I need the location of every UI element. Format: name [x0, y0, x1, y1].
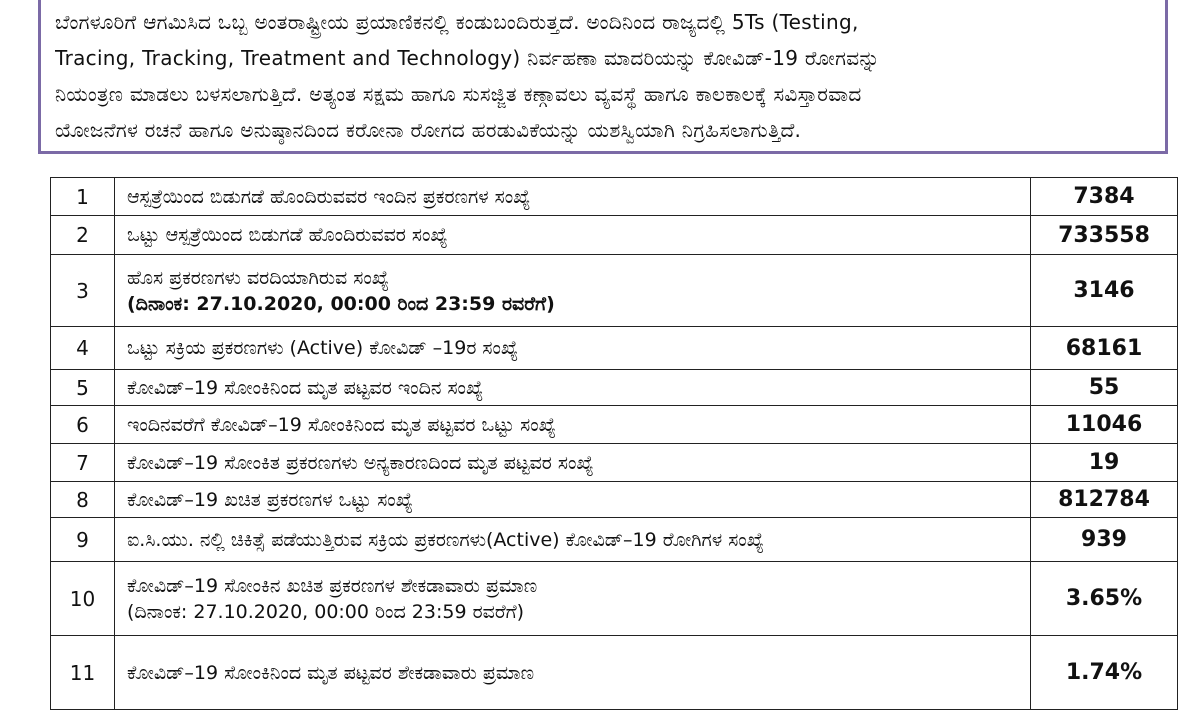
row-value: 11046 — [1031, 406, 1178, 444]
row-value: 939 — [1031, 518, 1178, 562]
row-number: 4 — [51, 327, 115, 370]
row-description: ಕೋವಿಡ್–19 ಸೋಂಕಿನಿಂದ ಮೃತ ಪಟ್ಟವರ ಇಂದಿನ ಸಂಖ್ಯೆ — [115, 370, 1031, 406]
row-description: ಕೋವಿಡ್–19 ಸೋಂಕಿನ ಖಚಿತ ಪ್ರಕರಣಗಳ ಶೇಕಡಾವಾರು ಪ್ರಮಾಣ (ದಿನಾಂಕ: 27.10.2020, 00:00 ರಿಂದ 23:59 ರವರೆಗೆ) — [115, 562, 1031, 636]
row-description: ಇಂದಿನವರೆಗೆ ಕೋವಿಡ್–19 ಸೋಂಕಿನಿಂದ ಮೃತ ಪಟ್ಟವರ ಒಟ್ಟು ಸಂಖ್ಯೆ — [115, 406, 1031, 444]
row-value: 1.74% — [1031, 636, 1178, 710]
row-value: 3.65% — [1031, 562, 1178, 636]
row-description: ಕೋವಿಡ್–19 ಖಚಿತ ಪ್ರಕರಣಗಳ ಒಟ್ಟು ಸಂಖ್ಯೆ — [115, 482, 1031, 518]
row-number: 8 — [51, 482, 115, 518]
row-number: 5 — [51, 370, 115, 406]
table-row — [51, 406, 1178, 444]
table-row — [51, 562, 1178, 636]
table-row — [51, 255, 1178, 327]
row-value: 733558 — [1031, 216, 1178, 255]
intro-paragraph-box — [38, 0, 1168, 154]
table-row — [51, 370, 1178, 406]
row-number: 11 — [51, 636, 115, 710]
row-description: ಹೊಸ ಪ್ರಕರಣಗಳು ವರದಿಯಾಗಿರುವ ಸಂಖ್ಯೆ (ದಿನಾಂಕ: 27.10.2020, 00:00 ರಿಂದ 23:59 ರವರೆಗೆ) — [115, 255, 1031, 327]
row-description: ಕೋವಿಡ್–19 ಸೋಂಕಿತ ಪ್ರಕರಣಗಳು ಅನ್ಯಕಾರಣದಿಂದ ಮೃತ ಪಟ್ಟವರ ಸಂಖ್ಯೆ — [115, 444, 1031, 482]
row-description: ಐ.ಸಿ.ಯು. ನಲ್ಲಿ ಚಿಕಿತ್ಸೆ ಪಡೆಯುತ್ತಿರುವ ಸಕ್ರಿಯ ಪ್ರಕರಣಗಳು(Active) ಕೋವಿಡ್–19 ರೋಗಿಗಳ ಸಂಖ್ಯೆ — [115, 518, 1031, 562]
intro-line-1: ಬೆಂಗಳೂರಿಗೆ ಆಗಮಿಸಿದ ಒಬ್ಬ ಅಂತರಾಷ್ಟ್ರೀಯ ಪ್ರಯಾಣಿಕನಲ್ಲಿ ಕಂಡುಬಂದಿರುತ್ತದೆ. ಅಂದಿನಿಂದ ರಾಜ್ಯದಲ್ಲಿ 5Ts (Testing, — [55, 10, 859, 34]
intro-line-4: ಯೋಜನೆಗಳ ರಚನೆ ಹಾಗೂ ಅನುಷ್ಠಾನದಿಂದ ಕರೋನಾ ರೋಗದ ಹರಡುವಿಕೆಯನ್ನು ಯಶಸ್ವಿಯಾಗಿ ನಿಗ್ರಹಿಸಲಾಗುತ್ತಿದೆ. — [55, 118, 802, 142]
date-range-note: (ದಿನಾಂಕ: 27.10.2020, 00:00 ರಿಂದ 23:59 ರವರೆಗೆ) — [127, 292, 555, 315]
row-description: ಒಟ್ಟು ಸಕ್ರಿಯ ಪ್ರಕರಣಗಳು (Active) ಕೋವಿಡ್ –19ರ ಸಂಖ್ಯೆ — [115, 327, 1031, 370]
intro-line-3: ನಿಯಂತ್ರಣ ಮಾಡಲು ಬಳಸಲಾಗುತ್ತಿದೆ. ಅತ್ಯಂತ ಸಕ್ಷಮ ಹಾಗೂ ಸುಸಜ್ಜಿತ ಕಣ್ಗಾವಲು ವ್ಯವಸ್ಥೆ ಹಾಗೂ ಕಾಲಕಾಲಕ್ಕೆ ಸವಿಸ್ತಾರವಾದ — [55, 82, 862, 106]
row-number: 1 — [51, 178, 115, 216]
date-range-note: (ದಿನಾಂಕ: 27.10.2020, 00:00 ರಿಂದ 23:59 ರವರೆಗೆ) — [127, 600, 525, 623]
row-value: 19 — [1031, 444, 1178, 482]
table-row — [51, 518, 1178, 562]
table-row — [51, 444, 1178, 482]
covid-stats-table — [50, 177, 1178, 710]
row-value: 7384 — [1031, 178, 1178, 216]
row-value: 55 — [1031, 370, 1178, 406]
row-number: 9 — [51, 518, 115, 562]
row-value: 3146 — [1031, 255, 1178, 327]
row-number: 7 — [51, 444, 115, 482]
row-number: 2 — [51, 216, 115, 255]
table-row — [51, 216, 1178, 255]
table-row — [51, 636, 1178, 710]
table-row — [51, 327, 1178, 370]
row-number: 3 — [51, 255, 115, 327]
table-row — [51, 482, 1178, 518]
row-description: ಆಸ್ಪತ್ರೆಯಿಂದ ಬಿಡುಗಡೆ ಹೊಂದಿರುವವರ ಇಂದಿನ ಪ್ರಕರಣಗಳ ಸಂಖ್ಯೆ — [115, 178, 1031, 216]
row-description: ಕೋವಿಡ್–19 ಸೋಂಕಿನಿಂದ ಮೃತ ಪಟ್ಟವರ ಶೇಕಡಾವಾರು ಪ್ರಮಾಣ — [115, 636, 1031, 710]
intro-line-2: Tracing, Tracking, Treatment and Technology) ನಿರ್ವಹಣಾ ಮಾದರಿಯನ್ನು ಕೋವಿಡ್-19 ರೋಗವನ್ನು — [55, 46, 880, 70]
row-number: 6 — [51, 406, 115, 444]
row-value: 812784 — [1031, 482, 1178, 518]
table-row — [51, 178, 1178, 216]
row-number: 10 — [51, 562, 115, 636]
row-value: 68161 — [1031, 327, 1178, 370]
row-description: ಒಟ್ಟು ಆಸ್ಪತ್ರೆಯಿಂದ ಬಿಡುಗಡೆ ಹೊಂದಿರುವವರ ಸಂಖ್ಯೆ — [115, 216, 1031, 255]
